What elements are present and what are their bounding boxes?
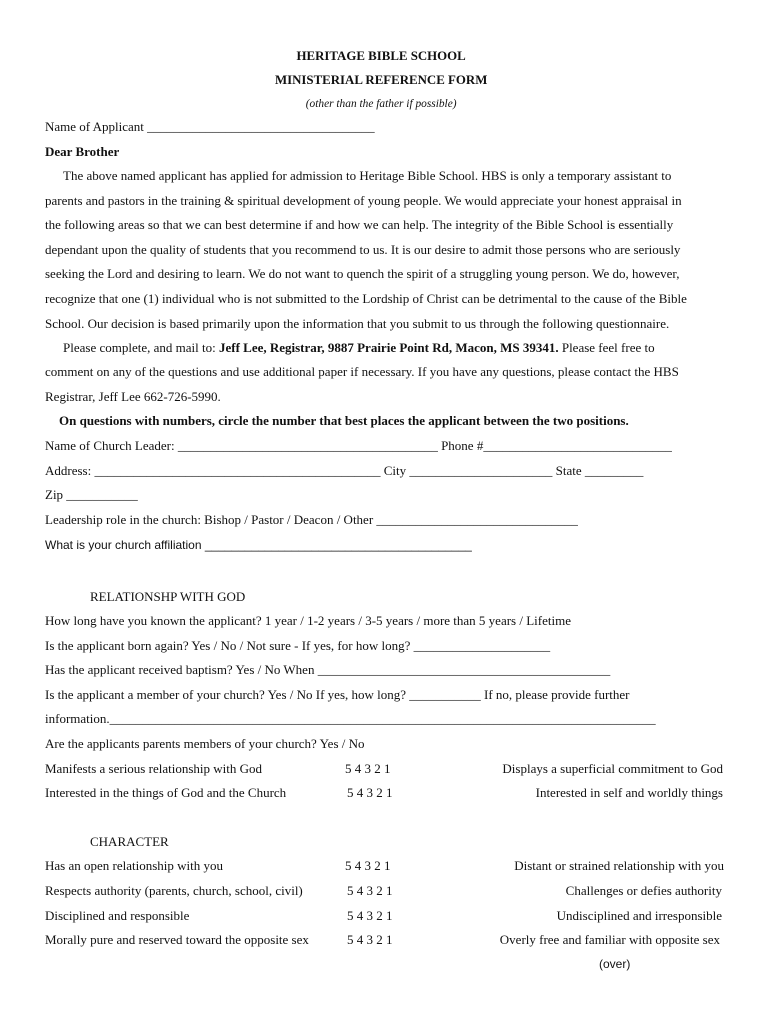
page-over-note: (over)	[599, 957, 631, 971]
intro-line-5: seeking the Lord and desiring to learn. We do not want to quench the spirit of a struggling young person. We do, however,	[45, 266, 680, 281]
church-affiliation-field[interactable]: What is your church affiliation ________________________________________	[45, 538, 472, 552]
school-title: HERITAGE BIBLE SCHOOL	[296, 48, 466, 63]
zip-field[interactable]: Zip ___________	[45, 487, 138, 502]
intro-line-4: dependant upon the quality of students that you recommend to us. It is our desire to admit those persons who are seriously	[45, 242, 681, 257]
rating-scale[interactable]: 5 4 3 2 1	[347, 785, 393, 800]
rating-right-label: Undisciplined and irresponsible	[556, 908, 722, 923]
intro-line-1: The above named applicant has applied for admission to Heritage Bible School. HBS is only a temporary assistant to	[63, 168, 672, 183]
known-applicant-question[interactable]: How long have you known the applicant? 1 year / 1-2 years / 3-5 years / more than 5 years / Lifetime	[45, 613, 571, 628]
mail-instructions-line-2: comment on any of the questions and use additional paper if necessary. If you have any questions, please contact the HBS	[45, 364, 679, 379]
address-field[interactable]: Address: ____________________________________________ City ______________________ State _________	[45, 463, 644, 478]
rating-left-label: Manifests a serious relationship with God	[45, 761, 262, 776]
rating-scale[interactable]: 5 4 3 2 1	[347, 932, 393, 947]
born-again-question[interactable]: Is the applicant born again? Yes / No / Not sure - If yes, for how long? _____________________	[45, 638, 551, 653]
member-question[interactable]: Is the applicant a member of your church? Yes / No If yes, how long? ___________ If no, please provide further	[45, 687, 630, 702]
applicant-name-blank[interactable]: ___________________________________	[147, 119, 375, 134]
rating-scale[interactable]: 5 4 3 2 1	[345, 761, 391, 776]
baptism-question[interactable]: Has the applicant received baptism? Yes / No When _____________________________________________	[45, 662, 611, 677]
character-heading: CHARACTER	[90, 834, 169, 849]
applicant-name-field[interactable]	[45, 119, 375, 135]
greeting: Dear Brother	[45, 144, 120, 159]
rating-scale[interactable]: 5 4 3 2 1	[345, 858, 391, 873]
rating-left-label: Respects authority (parents, church, school, civil)	[45, 883, 303, 898]
intro-line-6: recognize that one (1) individual who is not submitted to the Lordship of Christ can be detrimental to the cause of the Bible	[45, 291, 687, 306]
mail-suffix: Please feel free to	[558, 340, 655, 355]
rating-right-label: Overly free and familiar with opposite sex	[499, 932, 720, 947]
intro-line-3: the following areas so that we can best determine if and how we can help. The integrity of the Bible School is essentially	[45, 217, 674, 232]
relationship-heading: RELATIONSHP WITH GOD	[90, 589, 246, 604]
church-leader-field[interactable]: Name of Church Leader: ________________________________________ Phone #_____________________________	[45, 438, 672, 453]
form-title: MINISTERIAL REFERENCE FORM	[274, 72, 488, 87]
rating-left-label: Disciplined and responsible	[45, 908, 190, 923]
rating-left-label: Interested in the things of God and the Church	[45, 785, 287, 800]
rating-scale[interactable]: 5 4 3 2 1	[347, 908, 393, 923]
intro-line-2: parents and pastors in the training & spiritual development of young people. We would appreciate your honest appraisal in	[45, 193, 682, 208]
leadership-role-field[interactable]: Leadership role in the church: Bishop / Pastor / Deacon / Other _______________________________	[45, 512, 578, 527]
rating-left-label: Morally pure and reserved toward the opposite sex	[45, 932, 309, 947]
mail-prefix: Please complete, and mail to:	[63, 340, 219, 355]
mail-address: Jeff Lee, Registrar, 9887 Prairie Point Rd, Macon, MS 39341.	[218, 340, 559, 355]
rating-left-label: Has an open relationship with you	[45, 858, 223, 873]
parents-member-question[interactable]: Are the applicants parents members of your church? Yes / No	[45, 736, 365, 751]
member-info-field[interactable]: information.____________________________________________________________________________________	[45, 711, 656, 726]
mail-instructions-line-1	[63, 340, 655, 356]
rating-right-label: Distant or strained relationship with you	[514, 858, 724, 873]
rating-scale[interactable]: 5 4 3 2 1	[347, 883, 393, 898]
applicant-name-label: Name of Applicant	[45, 119, 144, 134]
mail-instructions-line-3: Registrar, Jeff Lee 662-726-5990.	[45, 389, 221, 404]
rating-right-label: Interested in self and worldly things	[535, 785, 723, 800]
rating-right-label: Displays a superficial commitment to God	[502, 761, 723, 776]
circle-instruction: On questions with numbers, circle the number that best places the applicant between the two positions.	[59, 413, 629, 428]
form-subtitle: (other than the father if possible)	[305, 98, 457, 110]
intro-line-7: School. Our decision is based primarily upon the information that you submit to us through the following questionnaire.	[45, 316, 670, 331]
rating-right-label: Challenges or defies authority	[565, 883, 722, 898]
